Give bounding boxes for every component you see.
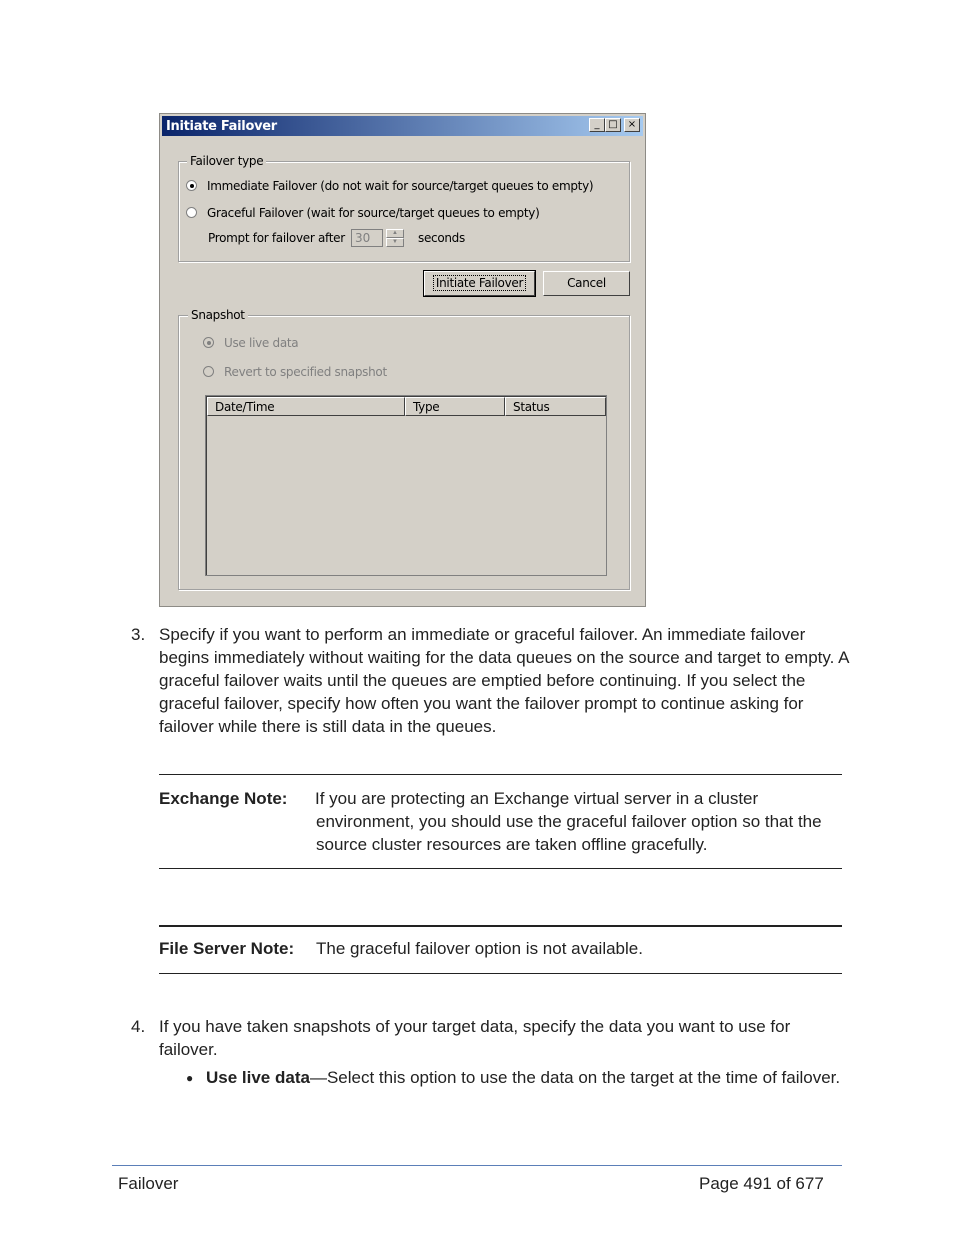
immediate-failover-radio[interactable]: [186, 180, 197, 191]
revert-snapshot-label[interactable]: Revert to specified snapshot: [224, 365, 387, 379]
use-live-data-label[interactable]: Use live data: [224, 336, 299, 350]
revert-snapshot-radio[interactable]: [203, 366, 214, 377]
initiate-failover-button[interactable]: [424, 271, 535, 296]
prompt-units-label: seconds: [418, 231, 465, 245]
step4-number: 4.: [131, 1017, 146, 1036]
file-server-note-label: File Server Note:: [159, 939, 295, 958]
step4-text: If you have taken snapshots of your target data, specify the data you want to use for failover.: [159, 1017, 791, 1059]
dialog-titlebar: [162, 116, 643, 136]
note-divider: [159, 868, 842, 869]
column-header-type[interactable]: Type: [405, 397, 505, 416]
bullet-term: Use live data: [206, 1068, 310, 1087]
note-divider: [159, 774, 842, 775]
prompt-failover-label: Prompt for failover after: [208, 231, 345, 245]
note-divider: [159, 973, 842, 974]
use-live-data-radio[interactable]: [203, 337, 214, 348]
footer-section: Failover: [118, 1174, 179, 1193]
close-icon[interactable]: ×: [624, 118, 640, 132]
initiate-failover-button-label: Initiate Failover: [433, 275, 526, 291]
failover-type-legend: Failover type: [187, 154, 266, 168]
exchange-note-text: If you are protecting an Exchange virtual server in a cluster environment, you should use the graceful failover option so that the source cluster resources are taken offline gracefully.: [315, 789, 822, 854]
bullet-icon: ●: [186, 1071, 194, 1085]
footer-page-number: Page 491 of 677: [699, 1174, 824, 1193]
footer-divider: [112, 1165, 842, 1166]
cancel-button[interactable]: [543, 271, 630, 296]
minimize-icon[interactable]: _: [589, 118, 605, 132]
spin-down-icon[interactable]: ▼: [386, 238, 404, 247]
cancel-button-label: Cancel: [567, 276, 606, 290]
step3-text: Specify if you want to perform an immediate or graceful failover. An immediate failover begins immediately without waiting for the data queues on the source and target to empty. A graceful failover waits until the queues are emptied before continuing. If you select the graceful failover, specify how often you want the failover prompt to continue asking for failover while there is still data in the queues.: [159, 625, 849, 736]
spin-up-icon[interactable]: ▲: [386, 229, 404, 238]
prompt-seconds-input[interactable]: 30: [351, 229, 383, 247]
snapshot-list[interactable]: [205, 395, 607, 576]
step3-number: 3.: [131, 625, 146, 644]
column-header-status[interactable]: Status: [505, 397, 606, 416]
bullet-use-live-data: [206, 1066, 846, 1089]
dialog-title: Initiate Failover: [166, 119, 277, 134]
column-header-datetime[interactable]: Date/Time: [207, 397, 405, 416]
immediate-failover-label[interactable]: Immediate Failover (do not wait for source/target queues to empty): [207, 179, 594, 193]
maximize-icon[interactable]: □: [605, 118, 621, 132]
note-divider: [159, 925, 842, 927]
bullet-text: —Select this option to use the data on the target at the time of failover.: [309, 1068, 841, 1087]
graceful-failover-radio[interactable]: [186, 207, 197, 218]
file-server-note-text: The graceful failover option is not available.: [316, 939, 643, 958]
snapshot-legend: Snapshot: [188, 308, 248, 322]
graceful-failover-label[interactable]: Graceful Failover (wait for source/target queues to empty): [207, 206, 540, 220]
initiate-failover-dialog: [159, 113, 646, 607]
exchange-note-label: Exchange Note:: [159, 789, 288, 808]
